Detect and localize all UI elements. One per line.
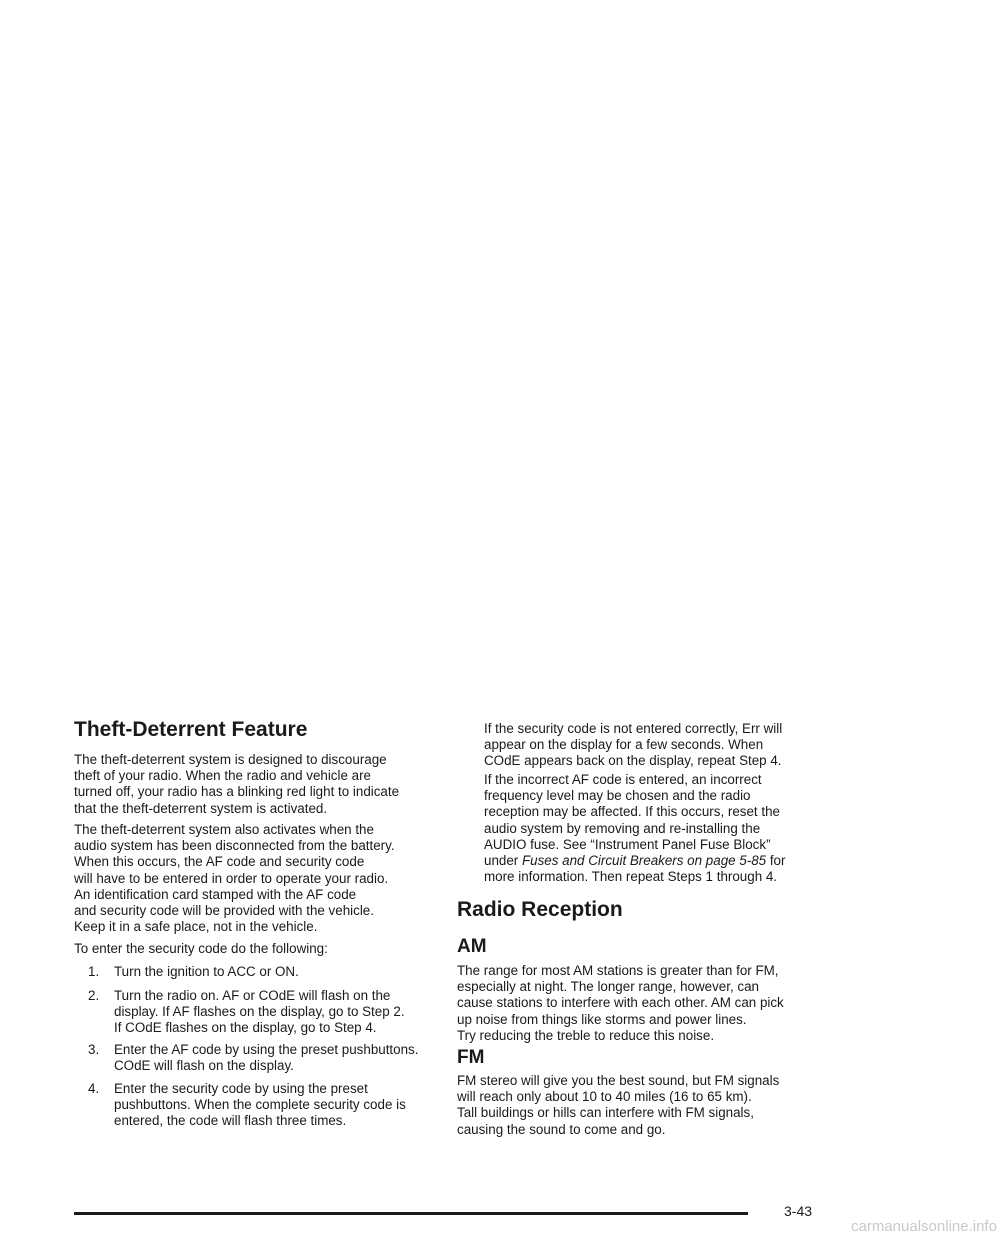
paragraph-fm: FM stereo will give you the best sound, but FM signals will reach only about 10 to 40 miles (16 to 65 km). Tall buildings or hills can interfere with FM signals, causing the sound to come and go. <box>457 1073 780 1137</box>
step-text: Enter the AF code by using the preset pushbuttons. COdE will flash on the display. <box>114 1042 419 1074</box>
step-text: Turn the ignition to ACC or ON. <box>114 964 299 979</box>
subsection-title-am: AM <box>457 936 487 957</box>
paragraph-text: If the incorrect AF code is entered, an incorrect frequency level may be chosen and the radio reception may be affected. If this occurs, reset the audio system by removing and re-installing the AUDIO fuse. See “Instrument Panel Fuse Block” under <box>484 772 780 869</box>
step-number: 4. <box>88 1081 100 1096</box>
step-text: Turn the radio on. AF or COdE will flash on the display. If AF flashes on the display, go to Step 2. If COdE flashes on the display, go to Step 4. <box>114 988 405 1036</box>
paragraph-err-message: If the security code is not entered correctly, Err will appear on the display for a few seconds. When COdE appears back on the display, repeat Step 4. <box>484 721 783 769</box>
step-number: 1. <box>88 964 100 979</box>
step-number: 2. <box>88 988 100 1003</box>
step-4 <box>88 1081 468 1130</box>
subsection-title-fm: FM <box>457 1047 485 1068</box>
paragraph-battery: The theft-deterrent system also activates when the audio system has been disconnected from the battery. When this occurs, the AF code and security code will have to be entered in order to operate your radio. An identification card stamped with the AF code and security code will be provided with the vehicle. Keep it in a safe place, not in the vehicle. <box>74 822 395 935</box>
paragraph-intro: The theft-deterrent system is designed to discourage theft of your radio. When the radio and vehicle are turned off, your radio has a blinking red light to indicate that the theft-deterrent system is activated. <box>74 752 400 816</box>
paragraph-am: The range for most AM stations is greater than for FM, especially at night. The longer range, however, can cause stations to interfere with each other. AM can pick up noise from things like storms and power lines. Try reducing the treble to reduce this noise. <box>457 963 784 1043</box>
paragraph-incorrect-af-code <box>484 772 864 885</box>
page-number: 3-43 <box>784 1203 813 1219</box>
footer-rule <box>74 1212 748 1215</box>
section-title-radio-reception: Radio Reception <box>457 898 623 921</box>
section-title-theft-deterrent: Theft-Deterrent Feature <box>74 718 308 741</box>
fuses-reference-link[interactable]: Fuses and Circuit Breakers on page 5-85 <box>521 853 767 869</box>
paragraph-text: for more information. Then repeat Steps 1 through 4. <box>484 853 786 885</box>
step-text: Enter the security code by using the preset pushbuttons. When the complete security code is entered, the code will flash three times. <box>114 1081 406 1129</box>
step-2 <box>88 988 468 1037</box>
step-number: 3. <box>88 1042 100 1057</box>
watermark: carmanualsonline.info <box>851 1218 997 1235</box>
paragraph-instructions-lead: To enter the security code do the following: <box>74 941 328 956</box>
